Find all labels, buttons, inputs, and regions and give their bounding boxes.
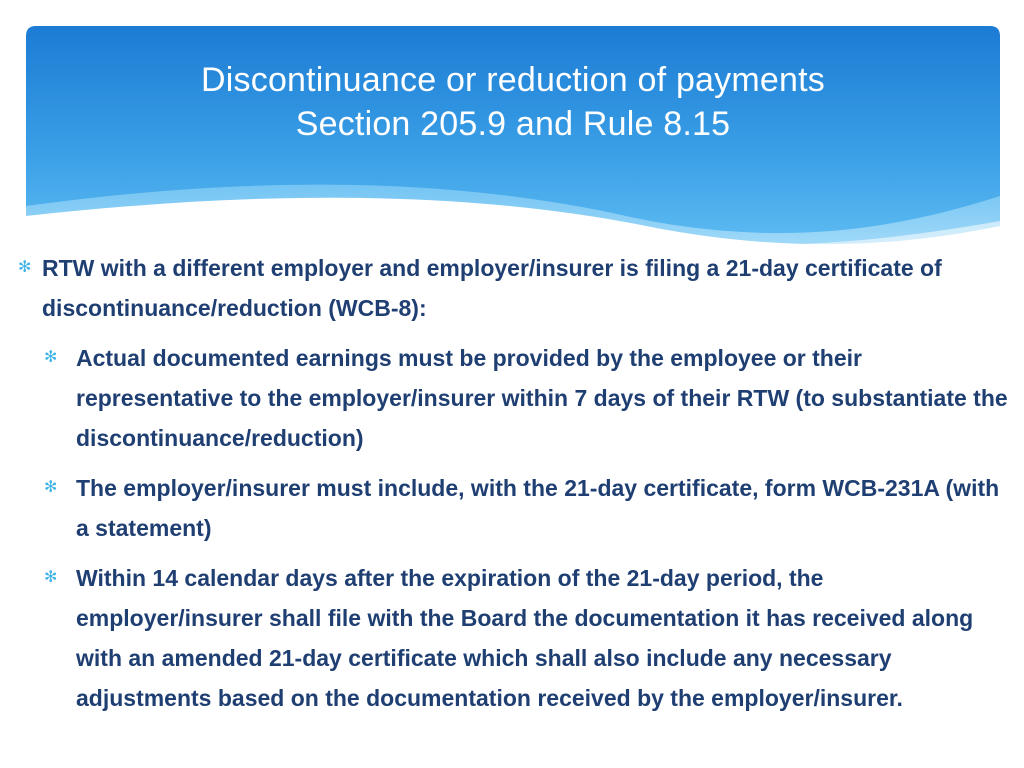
- list-item-text: Actual documented earnings must be provided by the employee or their representative to the employer/insurer within 7 days of their RTW (to substantiate the discontinuance/reduction): [76, 345, 1008, 451]
- title-line-2: Section 205.9 and Rule 8.15: [295, 105, 731, 143]
- list-item: [18, 468, 1014, 548]
- bullet-star-icon: ✻: [18, 259, 32, 276]
- title-line-1: Discontinuance or reduction of payments: [201, 61, 825, 99]
- list-item: [18, 338, 1014, 458]
- list-item: [18, 558, 1014, 718]
- bullet-star-icon: ✻: [44, 349, 58, 366]
- bullet-star-icon: ✻: [44, 479, 58, 496]
- bullet-star-icon: ✻: [44, 569, 58, 586]
- list-item: [18, 248, 1014, 328]
- slide-title: [26, 58, 1000, 146]
- list-item-text: The employer/insurer must include, with the 21-day certificate, form WCB-231A (with a statement): [76, 475, 1000, 541]
- list-item-text: Within 14 calendar days after the expiration of the 21-day period, the employer/insurer shall file with the Board the documentation it has received along with an amended 21-day certificate which shall also include any necessary adjustments based on the documentation received by the employer/insurer.: [76, 565, 974, 711]
- list-item-text: RTW with a different employer and employer/insurer is filing a 21-day certificate of discontinuance/reduction (WCB-8):: [42, 255, 942, 321]
- bullet-list: [18, 248, 1014, 718]
